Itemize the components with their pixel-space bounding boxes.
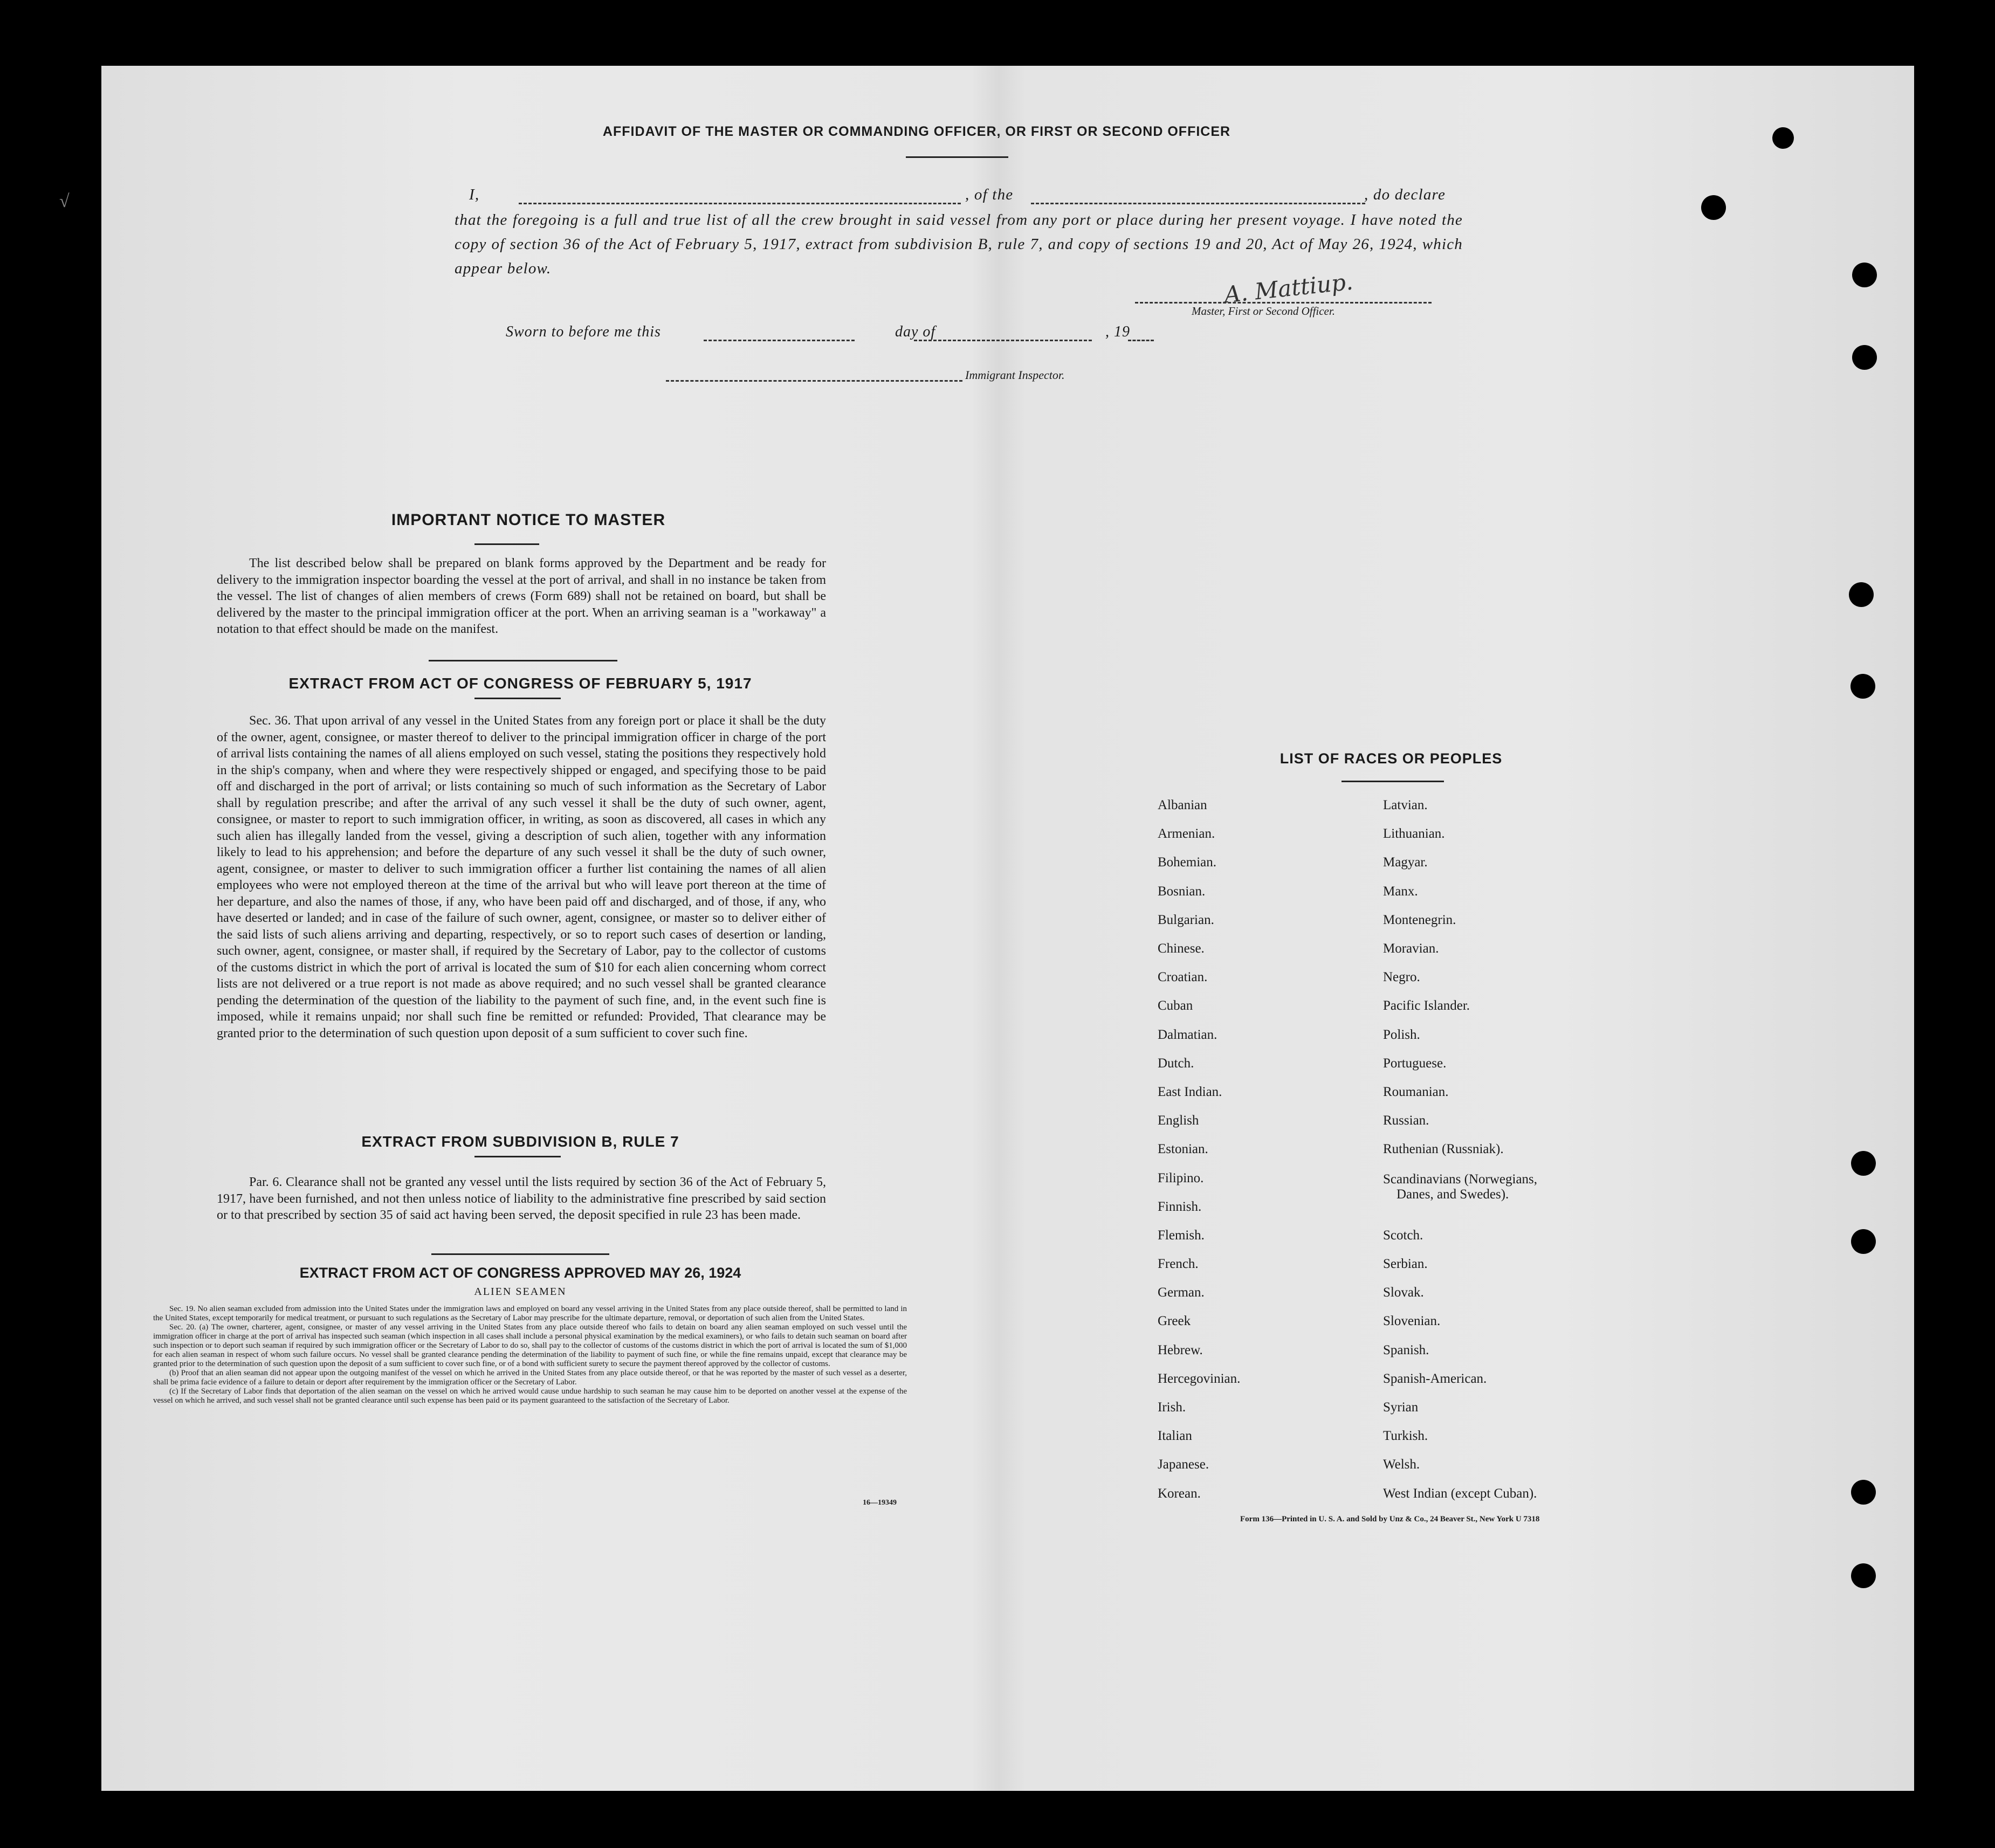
race-item: Chinese.	[1158, 941, 1205, 956]
divider	[429, 660, 617, 661]
race-item: Slovenian.	[1383, 1314, 1441, 1329]
officer-signature: A. Mattiup.	[1223, 268, 1354, 308]
race-item: Scotch.	[1383, 1228, 1423, 1243]
sworn-label: Sworn to before me this	[506, 323, 661, 340]
race-item: Slovak.	[1383, 1285, 1424, 1300]
name-blank[interactable]	[519, 203, 961, 204]
race-item: Dalmatian.	[1158, 1027, 1217, 1042]
divider	[474, 543, 539, 545]
punch-hole	[1851, 1480, 1876, 1505]
race-item: Armenian.	[1158, 826, 1215, 842]
divider	[474, 1156, 561, 1157]
divider	[474, 698, 561, 699]
divider	[1342, 781, 1444, 782]
race-item: Polish.	[1383, 1027, 1420, 1042]
punch-hole	[1851, 1563, 1876, 1588]
punch-hole	[1849, 582, 1874, 607]
race-item: Moravian.	[1383, 941, 1439, 956]
of-the-label: , of the	[965, 186, 1014, 203]
margin-mark: √	[59, 191, 70, 211]
section-19-text: Sec. 19. No alien seaman excluded from admission into the United States under the immigration laws and employed on board any vessel arriving in the United States from any place outside thereof, shall be permitted to land in the United States, except temporarily for medical treatment, or pursuant to such regulations as the Secretary of Labor may prescribe for the ultimate departure, removal, or deportation of such alien from the United States.	[153, 1305, 907, 1322]
declaration-i: I,	[469, 186, 480, 203]
extract-1924-title: EXTRACT FROM ACT OF CONGRESS APPROVED MAY 26, 1924	[299, 1265, 741, 1281]
divider	[431, 1253, 609, 1255]
race-item: Hercegovinian.	[1158, 1371, 1241, 1386]
race-item: Albanian	[1158, 798, 1207, 812]
race-item: German.	[1158, 1285, 1205, 1300]
race-item: West Indian (except Cuban).	[1383, 1486, 1537, 1501]
divider	[906, 156, 1008, 158]
printer-footer: Form 136—Printed in U. S. A. and Sold by Unz & Co., 24 Beaver St., New York U 7318	[1240, 1515, 1540, 1523]
race-item: Welsh.	[1383, 1457, 1420, 1472]
race-item: Dutch.	[1158, 1056, 1194, 1071]
notice-body: The list described below shall be prepared on blank forms approved by the Department and be ready for delivery to the immigration inspector boarding the vessel at the port of arrival, and shall in no instance be taken from the vessel. The list of changes of alien members of crews (Form 689) shall not be retained on board, but shall be delivered by the master to the principal immigration officer at the port. When an arriving seaman is a "workaway" a notation to that effect should be made on the manifest.	[217, 556, 826, 636]
form-code: 16—19349	[863, 1499, 897, 1507]
punch-hole	[1772, 127, 1794, 149]
declaration-line	[469, 186, 479, 204]
race-item: East Indian.	[1158, 1085, 1222, 1099]
punch-hole	[1852, 263, 1877, 287]
race-item: Lithuanian.	[1383, 826, 1445, 842]
race-item: Bulgarian.	[1158, 912, 1214, 927]
race-item: Hebrew.	[1158, 1342, 1203, 1357]
affidavit-title: AFFIDAVIT OF THE MASTER OR COMMANDING OFFICER, OR FIRST OR SECOND OFFICER	[602, 124, 1231, 139]
race-item: Manx.	[1383, 884, 1418, 899]
sworn-date-blank[interactable]	[704, 340, 855, 341]
race-item: Roumanian.	[1383, 1085, 1449, 1099]
punch-hole	[1852, 345, 1877, 370]
race-item: Japanese.	[1158, 1457, 1209, 1472]
race-item: Magyar.	[1383, 855, 1428, 870]
section-20b-text: (b) Proof that an alien seaman did not appear upon the outgoing manifest of the vessel on which he arrived in the United States from any place outside thereof, or that he was reported by the master of such vessel as a deserter, shall be prima facie evidence of a failure to detain or deport after requirement by the immigration officer or the Secretary of Labor.	[153, 1369, 907, 1387]
section-19-20-text	[153, 1305, 907, 1405]
do-declare-label: , do declare	[1364, 186, 1446, 203]
signature-line[interactable]	[1135, 302, 1432, 304]
extract-rule7-title: EXTRACT FROM SUBDIVISION B, RULE 7	[361, 1133, 679, 1150]
punch-hole	[1701, 195, 1726, 220]
race-item: English	[1158, 1113, 1199, 1128]
race-item: Italian	[1158, 1429, 1192, 1444]
punch-hole	[1851, 1229, 1876, 1254]
race-item: Bosnian.	[1158, 884, 1206, 899]
race-item: Estonian.	[1158, 1142, 1208, 1157]
race-item: Scandinavians (Norwegians,	[1383, 1171, 1538, 1187]
race-item: Danes, and Swedes).	[1396, 1187, 1509, 1202]
race-item: Portuguese.	[1383, 1056, 1447, 1071]
alien-seamen-subtitle: ALIEN SEAMEN	[474, 1286, 567, 1298]
race-item: Korean.	[1158, 1486, 1201, 1501]
race-item: Croatian.	[1158, 970, 1208, 985]
inspector-signature-line[interactable]	[666, 380, 962, 382]
sworn-year-blank[interactable]	[1128, 340, 1154, 341]
race-item: Flemish.	[1158, 1228, 1205, 1243]
race-item: Finnish.	[1158, 1199, 1202, 1214]
punch-hole	[1851, 1151, 1876, 1176]
race-item: Spanish-American.	[1383, 1371, 1487, 1386]
inspector-label: Immigrant Inspector.	[965, 368, 1065, 382]
race-item: Bohemian.	[1158, 855, 1217, 870]
race-item: Serbian.	[1383, 1257, 1428, 1271]
race-item: Syrian	[1383, 1400, 1419, 1415]
sworn-day-label: day of	[895, 323, 936, 340]
notice-title: IMPORTANT NOTICE TO MASTER	[391, 511, 666, 529]
race-item: Greek	[1158, 1314, 1191, 1329]
race-item: Turkish.	[1383, 1429, 1428, 1444]
race-item: Pacific Islander.	[1383, 998, 1470, 1013]
section-36-text: Sec. 36. That upon arrival of any vessel in the United States from any foreign port or place it shall be the duty of the owner, agent, consignee, or master thereof to deliver to the principal immigration officer in charge of the port of arrival lists containing the names of all aliens employed on such vessel, stating the positions they respectively hold in the ship's company, when and where they were respectively shipped or engaged, and specifying those to be paid off and discharged in the port of arrival; or lists containing so much of such information as the Secretary of Labor shall by regulation prescribe; and after the arrival of any such vessel it shall be the duty of such owner, agent, consignee, or master to report to such immigration officer, in writing, as soon as discovered, all cases in which any such alien has illegally landed from the vessel, giving a description of such alien, together with any information likely to lead to his apprehension; and before the departure of any such vessel it shall be the duty of such owner, agent, consignee, or master to deliver to such immigration officer a further list containing the names of all alien employees who were not employed thereon at the time of the arrival but who will leave port thereon at the time of her departure, and also the names of those, if any, who have been paid off and discharged, and of those, if any, who have deserted or landed; and in case of the failure of such owner, agent, consignee, or master so to deliver either of the said lists of such aliens arriving and departing, respectively, or so to report such cases of desertion or landing, such owner, agent, consignee, or master shall, if required by the Secretary of Labor, pay to the collector of customs of the customs district in which the port of arrival is located the sum of $10 for each alien concerning whom correct lists are not delivered or a true report is not made as above required; and no such vessel shall be granted clearance pending the determination of the question of the liability to the payment of such fine, and, in the event such fine is imposed, while it remains unpaid; nor shall such fine be remitted or refunded: Provided, That clearance may be granted prior to the determination of such question upon deposit of a sum sufficient to cover such fine.	[217, 714, 826, 1040]
declaration-body: that the foregoing is a full and true list of all the crew brought in said vessel from any port or place during her present voyage. I have noted the copy of section 36 of the Act of February 5, 1917, extract from subdivision B, rule 7, and copy of sections 19 and 20, Act of May 26, 1924, which appear below.	[455, 211, 1463, 277]
race-item: Ruthenian (Russniak).	[1383, 1142, 1504, 1157]
races-title: LIST OF RACES OR PEOPLES	[1279, 750, 1503, 767]
race-item: Montenegrin.	[1383, 912, 1456, 927]
race-item: Cuban	[1158, 998, 1193, 1013]
race-item: Latvian.	[1383, 798, 1428, 812]
vessel-blank[interactable]	[1031, 203, 1365, 204]
race-item: Spanish.	[1383, 1342, 1429, 1357]
paragraph-6-text: Par. 6. Clearance shall not be granted any vessel until the lists required by section 36 of the Act of February 5, 1917, have been furnished, and not then unless notice of liability to the administrative fine prescribed by said section or to that prescribed by section 35 of said act having been served, the deposit specified in rule 23 has been made.	[217, 1175, 826, 1222]
race-item: French.	[1158, 1257, 1199, 1271]
signature-label: Master, First or Second Officer.	[1192, 305, 1335, 318]
race-item: Russian.	[1383, 1113, 1429, 1128]
race-item: Irish.	[1158, 1400, 1186, 1415]
race-item: Filipino.	[1158, 1170, 1204, 1185]
sworn-year-label: , 19	[1105, 323, 1130, 340]
extract-1917-title: EXTRACT FROM ACT OF CONGRESS OF FEBRUARY 5, 1917	[288, 675, 752, 692]
section-20a-text: Sec. 20. (a) The owner, charterer, agent, consignee, or master of any vessel arriving in the United States from any place outside thereof who fails to detain on board any alien seaman employed on such vessel until the immigration officer in charge at the port of arrival has inspected such seaman (which inspection in all cases shall include a personal physical examination by the medical examiners), or who fails to detain such seaman on board after such inspection or to deport such seaman if required by such immigration officer or the Secretary of Labor to do so, shall pay to the collector of customs of the customs district in which the port of arrival is located the sum of $1,000 for each alien seaman in respect of whom such failure occurs. No vessel shall be granted clearance pending the determination of the liability to payment of such fine, or while the fine remains unpaid, except that clearance may be granted prior to the determination of such question upon the deposit of a sum sufficient to cover such fine, or of a bond with sufficient surety to secure the payment thereof approved by the collector of customs.	[153, 1323, 907, 1368]
punch-hole	[1850, 674, 1875, 699]
sworn-month-blank[interactable]	[914, 340, 1092, 341]
race-item: Negro.	[1383, 970, 1420, 985]
section-20c-text: (c) If the Secretary of Labor finds that deportation of the alien seaman on the vessel on which he arrived would cause undue hardship to such seaman he may cause him to be deported on another vessel at the expense of the vessel on which he arrived, and such vessel shall not be granted clearance until such expense has been paid or its payment guaranteed to the satisfaction of the Secretary of Labor.	[153, 1387, 907, 1405]
